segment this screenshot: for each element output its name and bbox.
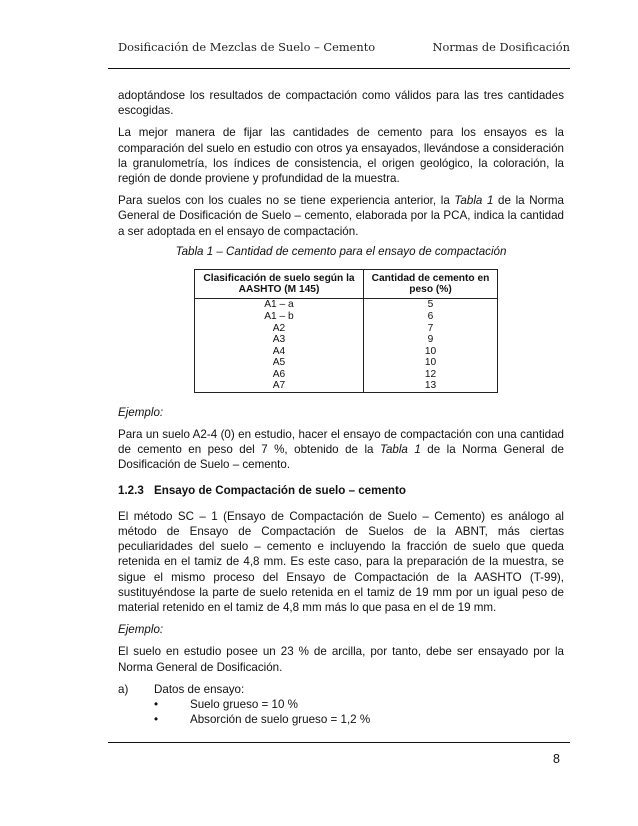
example-1-heading-text: Ejemplo:: [118, 405, 164, 419]
cell-class: A6: [195, 369, 364, 381]
cell-value: 5: [364, 299, 498, 311]
example-1-heading: [118, 405, 564, 420]
example-2-heading-text: Ejemplo:: [118, 623, 164, 637]
list-label: a): [118, 682, 129, 696]
cell-class: A2: [195, 322, 364, 334]
list-item-text: Suelo grueso = 10 %: [190, 698, 298, 712]
test-data-list: [118, 682, 564, 697]
table-row: [195, 357, 498, 369]
cell-value: 10: [364, 345, 498, 357]
header-section: Normas de Dosificación: [432, 40, 570, 54]
header-rule: [108, 68, 570, 69]
section-heading: [118, 483, 564, 498]
list-item: [154, 712, 564, 727]
table-row: [195, 369, 498, 381]
table-caption: Tabla 1 – Cantidad de cemento para el ensayo de compactación: [175, 244, 507, 258]
cell-class: A4: [195, 345, 364, 357]
bullet-icon: •: [154, 698, 159, 712]
page-body: [118, 88, 564, 727]
table-reference: Tabla 1: [454, 194, 494, 208]
table-row: [195, 311, 498, 323]
header-title: Dosificación de Mezclas de Suelo – Cemento: [118, 40, 376, 54]
header-classification: Clasificación de suelo según la AASHTO (M 145): [195, 270, 364, 299]
cell-class: A3: [195, 334, 364, 346]
example-1-part-a: Para un suelo A2-4 (0) en estudio, hacer el ensayo de compactación con una cantidad de cemento en peso del 7 %, obtenido de la: [118, 427, 564, 457]
table-row: [195, 334, 498, 346]
table-row: [195, 345, 498, 357]
example-2-text: El suelo en estudio posee un 23 % de arcilla, por tanto, debe ser ensayado por la Norma General de Dosificación.: [118, 645, 564, 674]
cell-class: A7: [195, 380, 364, 392]
cell-class: A1 – b: [195, 311, 364, 323]
page-number: 8: [553, 752, 560, 766]
cell-value: 9: [364, 334, 498, 346]
paragraph-3-part-b: de la Norma General de Dosificación de Suelo – cemento, elaborada por la PCA, indica la cantidad a ser adoptada en el ensayo de compactación.: [118, 194, 565, 238]
example-1-text: [118, 427, 564, 473]
section-title: Ensayo de Compactación de suelo – cemento: [154, 483, 406, 497]
cell-class: A5: [195, 357, 364, 369]
example-1-table-reference: Tabla 1: [379, 443, 421, 457]
paragraph-3-part-a: Para suelos con los cuales no se tiene experiencia anterior, la: [118, 194, 455, 208]
table-header-row: [195, 270, 498, 299]
section-number: 1.2.3: [118, 483, 144, 497]
example-2-heading: [118, 622, 564, 637]
cell-value: 6: [364, 311, 498, 323]
list-title: Datos de ensayo:: [154, 682, 245, 696]
table-row: [195, 299, 498, 311]
cell-value: 10: [364, 357, 498, 369]
bullet-icon: •: [154, 713, 159, 727]
paragraph-3: [118, 193, 564, 239]
cell-value: 7: [364, 322, 498, 334]
list-item: [154, 697, 564, 712]
footer-rule: [108, 742, 570, 743]
header-cement-amount: Cantidad de cemento en peso (%): [364, 270, 498, 299]
paragraph-2: La mejor manera de fijar las cantidades de cemento para los ensayos es la comparación del suelo en estudio con otros ya ensayados, llevándose a consideración la granulometría, los índices de consistencia, el origen geológico, la coloración, la región de donde proviene y profundidad de la muestra.: [118, 126, 564, 186]
cell-value: 13: [364, 380, 498, 392]
cell-class: A1 – a: [195, 299, 364, 311]
list-item-text: Absorción de suelo grueso = 1,2 %: [190, 713, 371, 727]
cell-value: 12: [364, 369, 498, 381]
example-1-part-b: de la Norma General de Dosificación de Suelo – cemento.: [118, 443, 564, 472]
table-row: [195, 380, 498, 392]
cement-table: [194, 269, 498, 393]
table-row: [195, 322, 498, 334]
section-paragraph: El método SC – 1 (Ensayo de Compactación de Suelo – Cemento) es análogo al método de Ensayo de Compactación de Suelos de la ABNT, más ciertas peculiaridades del suelo – cemento e incluyendo la fracción de suelo que queda retenida en el tamiz de 4,8 mm. Es este caso, para la preparación de la muestra, se sigue el mismo proceso del Ensayo de Compactación de la AASHTO (T-99), sustituyéndose la parte de suelo retenida en el tamiz de 19 mm por un igual peso de material retenido en el tamiz de 4,8 mm más lo que pasa en el de 19 mm.: [118, 509, 564, 615]
bullet-list: [118, 697, 564, 727]
paragraph-1: adoptándose los resultados de compactación como válidos para las tres cantidades escogidas.: [118, 89, 564, 118]
